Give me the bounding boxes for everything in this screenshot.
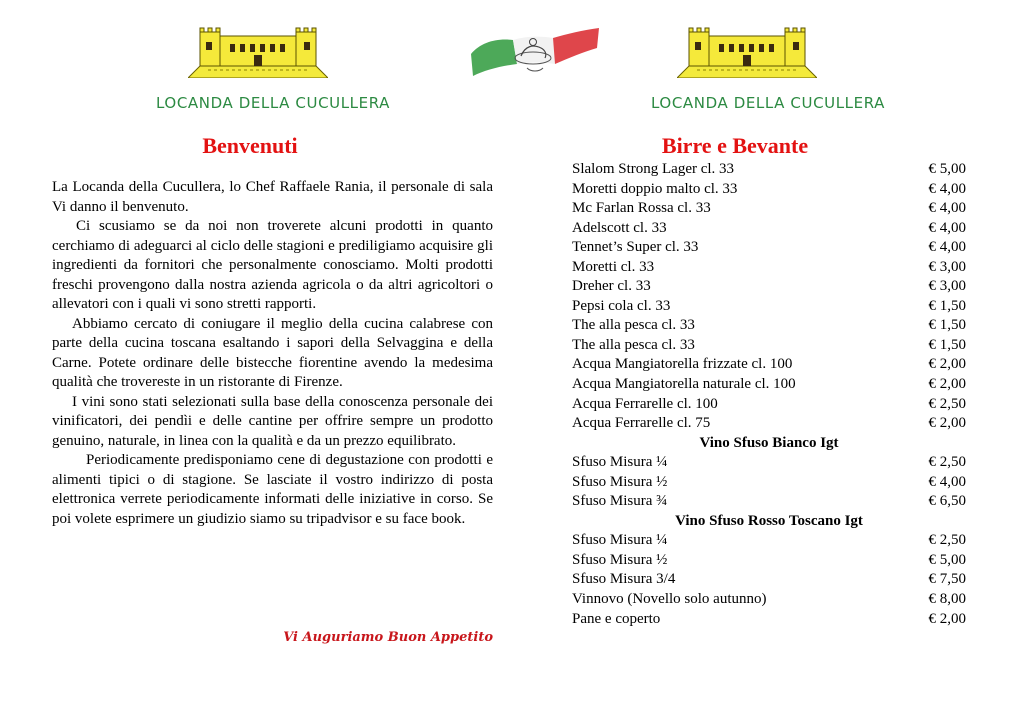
item-price: € 2,00 [928, 356, 966, 373]
castle-logo-icon [188, 26, 328, 78]
item-price: € 5,00 [928, 551, 966, 568]
menu-item [572, 473, 966, 493]
item-name: Sfuso Misura ½ [572, 473, 668, 490]
menu-item [572, 199, 966, 219]
item-price: € 7,50 [928, 571, 966, 588]
menu-item [572, 219, 966, 239]
menu-item [572, 551, 966, 571]
item-price: € 4,00 [928, 200, 966, 217]
red-wine-heading: Vino Sfuso Rosso Toscano Igt [675, 512, 863, 529]
item-price: € 2,50 [928, 532, 966, 549]
welcome-paragraph: La Locanda della Cucullera, lo Chef Raffaele Rania, il personale di sala Vi danno il benvenuto. [52, 179, 493, 215]
item-price: € 1,50 [928, 297, 966, 314]
italian-flag-emblem-icon [467, 24, 601, 80]
menu-item [572, 180, 966, 200]
white-wine-heading: Vino Sfuso Bianco Igt [699, 434, 839, 451]
hotel-name-left: LOCANDA DELLA CUCULLERA [156, 94, 390, 112]
item-name: Mc Farlan Rossa cl. 33 [572, 200, 711, 217]
menu-item [572, 336, 966, 356]
menu-item [572, 277, 966, 297]
menu-item [572, 258, 966, 278]
item-name: Slalom Strong Lager cl. 33 [572, 161, 735, 177]
item-name: Vinnovo (Novello solo autunno) [572, 591, 767, 608]
item-price: € 2,00 [928, 376, 966, 393]
welcome-paragraph: I vini sono stati selezionati sulla base della conoscenza personale dei vinificatori, dei pendìi e delle cantine per offrire sempre un prodotto genuino, naturale, in linea con la qualità e da un prezzo equilibrato. [52, 393, 493, 449]
item-price: € 4,00 [928, 219, 966, 236]
item-name: Moretti cl. 33 [572, 258, 655, 275]
item-name: Acqua Ferrarelle cl. 75 [572, 415, 711, 432]
menu-title: Birre e Bevante [661, 133, 809, 158]
menu-item [572, 492, 966, 512]
item-name: Sfuso Misura 3/4 [572, 571, 676, 588]
item-price: € 4,00 [928, 180, 966, 197]
item-name: Acqua Mangiatorella naturale cl. 100 [572, 376, 796, 393]
drinks-menu [572, 160, 966, 629]
item-name: Pepsi cola cl. 33 [572, 297, 671, 314]
item-price: € 3,00 [928, 278, 966, 295]
item-name: Acqua Mangiatorella frizzate cl. 100 [572, 356, 793, 373]
menu-item [572, 570, 966, 590]
item-price: € 2,50 [928, 395, 966, 412]
item-name: The alla pesca cl. 33 [572, 336, 695, 353]
item-name: Pane e coperto [572, 610, 661, 627]
item-name: Dreher cl. 33 [572, 278, 651, 295]
item-name: Sfuso Misura ½ [572, 551, 668, 568]
menu-item [572, 531, 966, 551]
item-name: The alla pesca cl. 33 [572, 317, 695, 334]
menu-item [572, 610, 966, 630]
item-name: Moretti doppio malto cl. 33 [572, 180, 738, 197]
menu-item [572, 590, 966, 610]
item-price: € 1,50 [928, 336, 966, 353]
menu-item [572, 414, 966, 434]
menu-item [572, 160, 966, 180]
menu-item [572, 297, 966, 317]
menu-item [572, 355, 966, 375]
welcome-paragraph: Abbiamo cercato di coniugare il meglio della cucina calabrese con parte della cucina toscana esaltando i sapori della Selvaggina e della Carne. Potete ordinare delle bistecche fiorentine avendo la medesima qualità che trovereste in un ristorante di Firenze. [52, 315, 493, 390]
menu-item [572, 395, 966, 415]
item-price: € 8,00 [928, 591, 966, 608]
castle-logo-icon [677, 26, 817, 78]
welcome-text [52, 178, 493, 529]
item-price: € 6,50 [928, 493, 966, 510]
hotel-name-right: LOCANDA DELLA CUCULLERA [651, 94, 885, 112]
welcome-paragraph: Ci scusiamo se da noi non troverete alcuni prodotti in quanto cerchiamo di adeguarci al ciclo delle stagioni e prediligiamo acquisire gli ingredienti da fornitori che personalmente conosciamo. Molti prodotti freschi provengono dalla nostra azienda agricola o da altri agricoltori o allevatori con i quali vi sono stretti rapporti. [52, 218, 493, 312]
item-price: € 2,50 [928, 454, 966, 471]
item-name: Sfuso Misura ¾ [572, 493, 668, 510]
item-name: Adelscott cl. 33 [572, 219, 667, 236]
item-price: € 3,00 [928, 258, 966, 275]
menu-item [572, 375, 966, 395]
item-price: € 4,00 [928, 239, 966, 256]
item-name: Sfuso Misura ¼ [572, 532, 668, 549]
menu-item [572, 453, 966, 473]
item-price: € 5,00 [928, 161, 966, 177]
closing-greeting: Vi Auguriamo Buon Appetito [283, 630, 493, 645]
menu-item [572, 238, 966, 258]
item-name: Sfuso Misura ¼ [572, 454, 668, 471]
item-price: € 1,50 [928, 317, 966, 334]
welcome-paragraph: Periodicamente predisponiamo cene di degustazione con prodotti e alimenti tipici o di stagione. Se lasciate il vostro indirizzo di posta elettronica verrete periodicamente informati delle iniziative in corso. Se poi volete esprimere un giudizio siamo su tripadvisor e su face book. [52, 452, 493, 527]
item-price: € 4,00 [928, 473, 966, 490]
item-name: Tennet’s Super cl. 33 [572, 239, 699, 256]
item-price: € 2,00 [928, 610, 966, 627]
menu-item [572, 316, 966, 336]
welcome-title: Benvenuti [202, 133, 298, 158]
item-name: Acqua Ferrarelle cl. 100 [572, 395, 718, 412]
item-price: € 2,00 [928, 415, 966, 432]
